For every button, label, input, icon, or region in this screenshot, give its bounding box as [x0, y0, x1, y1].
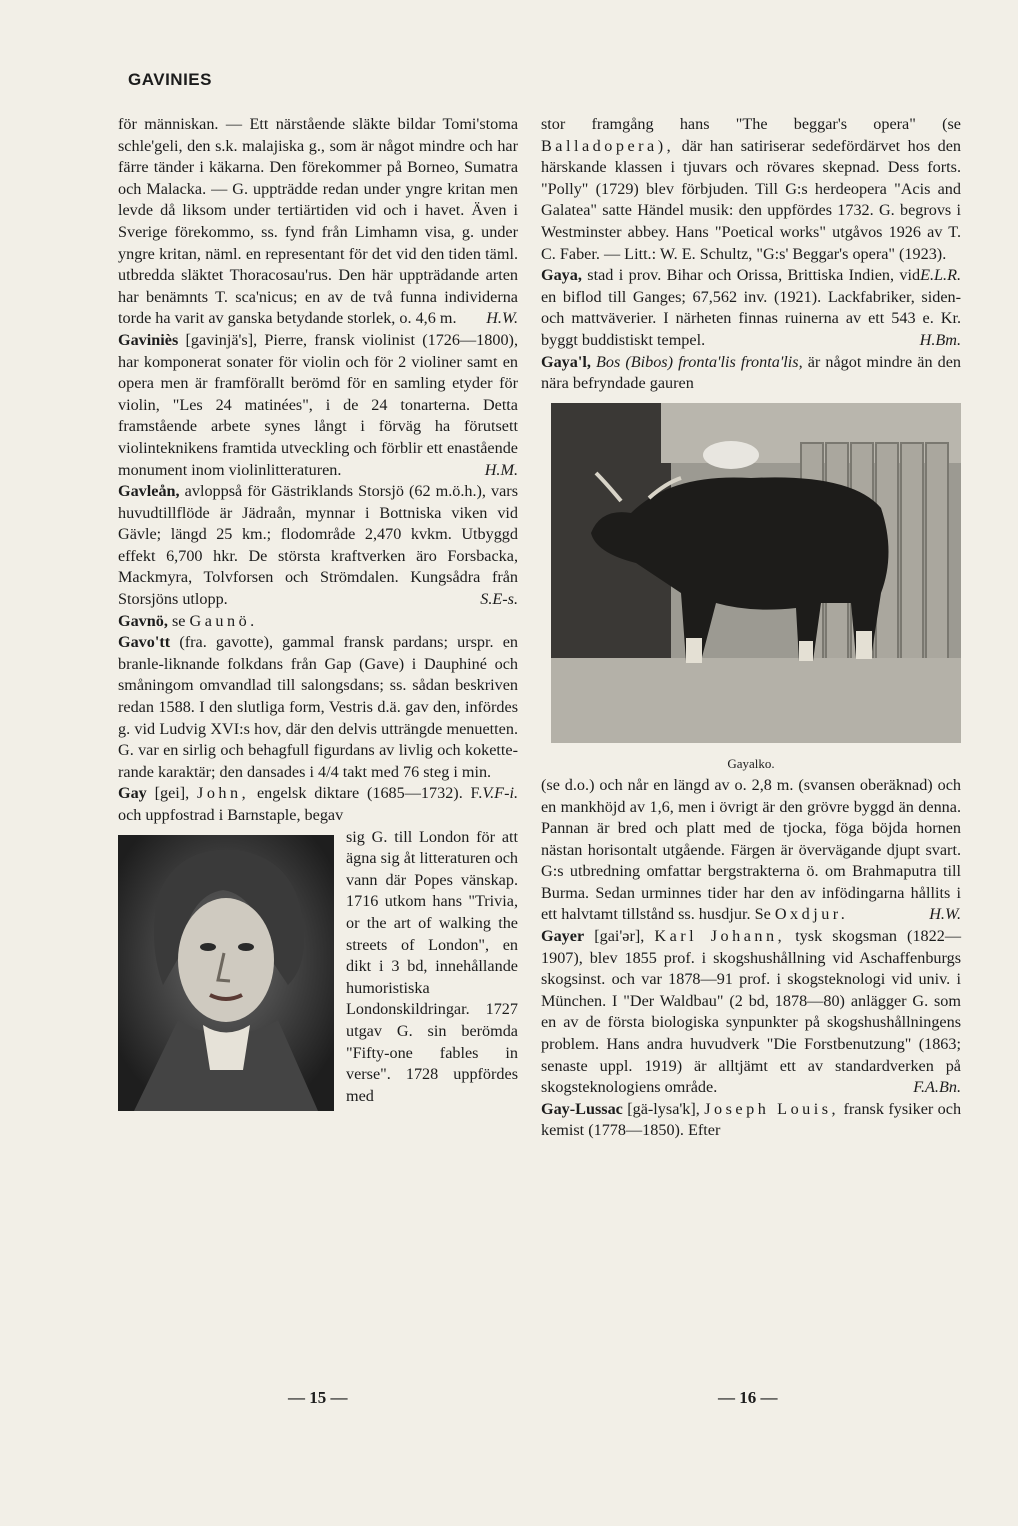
- gayal-photo: [551, 403, 961, 743]
- headword: Gayer: [541, 927, 585, 946]
- page-number-left: — 15 —: [288, 1388, 348, 1407]
- entry-gayal: Gaya'l, Bos (Bibos) fronta'lis fronta'lis, är något mindre än den nära befryndade gauren: [541, 352, 962, 393]
- person-name: Joseph Louis,: [704, 1099, 840, 1118]
- person-name: Karl Johann,: [654, 927, 786, 946]
- entry-gavott: Gavo'tt (fra. gavotte), gammal fransk pardans; urspr. en branle-liknande folkdans från Gap (Gave) i Dauphiné och småningom omvandlad till salongsdans; ss. sådan beskriven redan 1588. I den slutliga form, Vestris d.ä. gav den, infördes g. vid Ludvig XVI:s hov, där den delvis utträngde menuetten. G. var en sirlig och behagfull figurdans av livlig och kokette-rande karaktär; den dansades i 4/4 takt med 76 steg i min. V.F-i.: [118, 632, 518, 783]
- headword: Gaya,: [541, 266, 582, 285]
- headword: Gavo'tt: [118, 633, 171, 652]
- cross-reference: Balladopera),: [541, 136, 675, 155]
- signature: H.M.: [484, 460, 518, 479]
- running-head: GAVINIES: [128, 70, 212, 89]
- right-column: [541, 114, 961, 1142]
- headword: Gay: [118, 784, 147, 803]
- left-column: [118, 114, 518, 1115]
- figure-caption: Gayalko.: [727, 756, 775, 772]
- entry-gavinies: Gaviniès [gavinjä's], Pierre, fransk violinist (1726—1800), har komponerat sonater för violin och för 2 violiner samt en opera men är framförallt berömd för en samling etyder för violin, "Les 24 matinées", i de 24 tonarterna. Detta framstående arbete synes långt i förväg ha förutsett violinteknikens framtida utveckling och förblir ett enastående monument inom violinlitteraturen. H.M.: [118, 330, 518, 481]
- headword: Gavleån,: [118, 482, 180, 501]
- entry-gay-lussac: Gay-Lussac [gä-lysa'k], Joseph Louis, fransk fysiker och kemist (1778—1850). Efter: [541, 1099, 962, 1140]
- entry-gavial-continued: för människan. — Ett närstående släkte bildar Tomi'stoma schle'geli, den s.k. malajiska g., som är något mindre och har färre tänder i käkarna. Den förekommer på Borneo, Sumatra och Malacka. — G. uppträdde redan under yngre kritan men levde då liksom under tertiärtiden vid och i havet. Även i Sverige förekommo, ss. fynd från Limhamn visa, g. under yngre kritan, näml. en representant för det vid den tiden täml. utbredda släktet Thoracosau'rus. Den här uppträdande arten har benämnts T. sca'nicus; en av de två funna individerna torde ha varit av ganska betydande storlek, o. 4,6 m. H.W.: [118, 114, 518, 330]
- signature: E.L.R.: [920, 266, 961, 285]
- headword: Gay-Lussac: [541, 1099, 623, 1118]
- entry-gay: Gay [gei], John, engelsk diktare (1685—1732). F. och uppfostrad i Barnstaple, begav: [118, 784, 483, 824]
- signature: H.W.: [486, 309, 518, 328]
- signature: H.W.: [929, 905, 961, 924]
- signature: H.Bm.: [919, 330, 961, 349]
- entry-gay-continued: sig G. till London för att ägna sig åt litteraturen och vann där Popes vänskap. 1716 utkom hans "Trivia, or the art of walking the streets of London", en dikt i 3 bd, innehållande humoristiska Londonskildringar. 1727 utgav G. sin berömda "Fifty-one fables in verse". 1728 uppfördes med: [118, 827, 518, 1108]
- signature: V.F-i.: [482, 784, 518, 803]
- entry-gaya: Gaya, stad i prov. Bihar och Orissa, Brittiska Indien, vid en biflod till Ganges; 67,562 inv. (1921). Lackfabriker, siden- och mattväverier. I närheten finnas ruinerna av ett 543 e. Kr. byggt buddistiskt tempel. H.Bm.: [541, 265, 961, 351]
- entry-gay-right-continued: stor framgång hans "The beggar's opera" (se Balladopera), där han satiriserar sedefördärvet hos den härskande klassen i tjuvars och rövares skepnad. Dess forts. "Polly" (1729) blev förbjuden. Till G:s herdeopera "Acis and Galatea" satte Händel musik: den uppfördes 1732. G. begrovs i Westminster abbey. Hans "Poetical works" utgåvos 1926 av T. C. Faber. — Litt.: W. E. Schultz, "G:s' Beggar's opera" (1923). E.L.R.: [541, 114, 961, 265]
- person-name: John,: [197, 784, 250, 803]
- signature: F.A.Bn.: [913, 1078, 961, 1097]
- portrait-image: [118, 835, 334, 1111]
- entry-gavlean: Gavleån, avloppså för Gästriklands Storsjö (62 m.ö.h.), vars huvudtillflöde är Jädraån, mynnar i Bottniska viken vid Gävle; längd 25 km.; flodområde 2,470 kvkm. Utbyggd effekt 6,700 hkr. De största kraftverken äro Forsbacka, Mackmyra, Tolvforsen och Strömdalen. Kungsådra från Storsjöns utlopp. S.E-s.: [118, 481, 518, 611]
- signature: S.E-s.: [480, 590, 518, 609]
- entry-gayer: Gayer [gai'ər], Karl Johann, tysk skogsman (1822—1907), blev 1855 prof. i skogshushållning vid Aschaffenburgs skogsinst. och var 1878—91 prof. i skogsteknologi vid univ. i München. I "Der Waldbau" (2 bd, 1878—80) anlägger G. som en av de första biologiska synpunkter på skogshushållningens problem. Hans andra huvudverk "Die Forstbenutzung" (1863; senaste uppl. 1919) är alltjämt ett av standardverken på skogsteknologiens område. F.A.Bn.: [541, 926, 961, 1099]
- cross-reference: Gaunö.: [189, 611, 258, 630]
- headword: Gavnö,: [118, 611, 168, 630]
- cross-reference: Oxdjur.: [774, 905, 849, 924]
- latin-name: Bos (Bibos) fronta'lis fronta'lis,: [596, 352, 803, 371]
- headword: Gaviniès: [118, 330, 179, 349]
- headword: Gaya'l,: [541, 352, 591, 371]
- entry-gayal-continued: (se d.o.) och når en längd av o. 2,8 m. (svansen oberäknad) och en mankhöjd av 1,6, men i övrigt är den grövre byggd än denna. Pannan är bred och platt med de tjocka, föga böjda hornen nästan horisontalt utgående. Färgen är övervägande djupt svart. G:s utbredning omfattar bergstrakterna ö. om Brahmaputra till Burma. Sedan urminnes tider har den av infödingarna hållits i ett halvtamt tillstånd ss. husdjur. Se Oxdjur. H.W.: [541, 775, 961, 926]
- page-number-right: — 16 —: [718, 1388, 778, 1407]
- entry-gavno: Gavnö, se Gaunö.: [118, 611, 258, 630]
